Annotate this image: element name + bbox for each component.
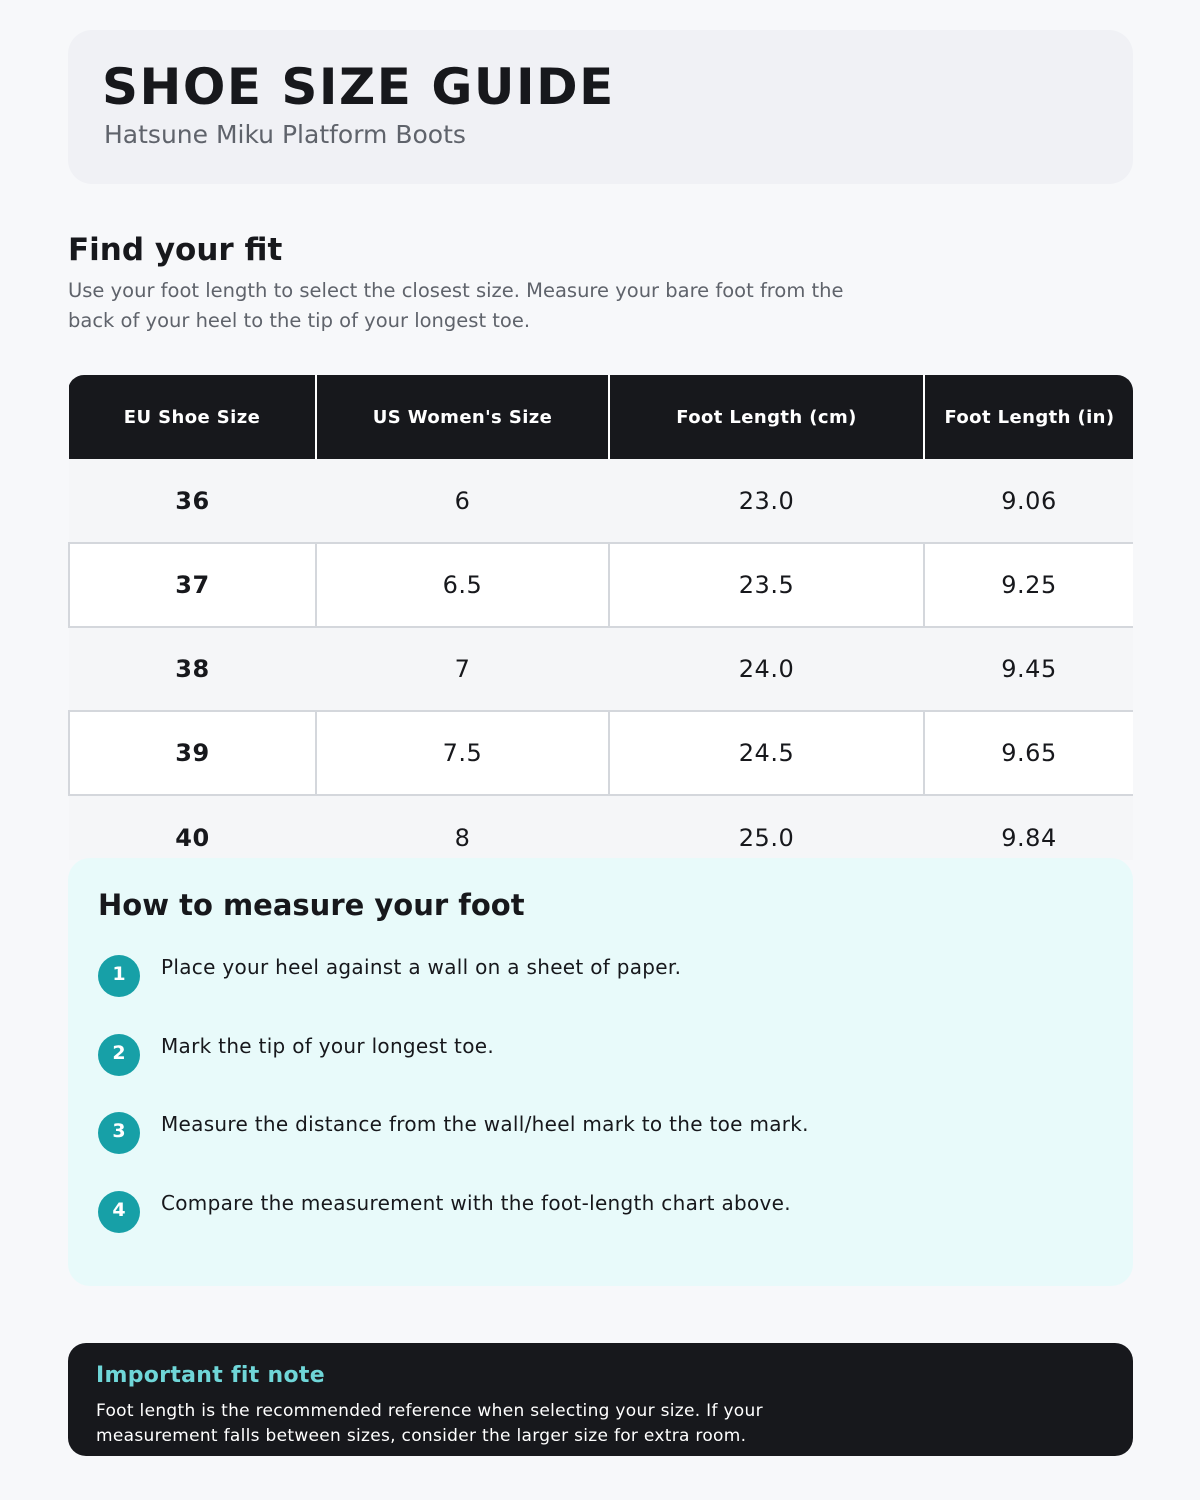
measure-instructions-card (68, 858, 1133, 1286)
measure-step (98, 955, 1098, 999)
eu-size-cell: 37 (69, 543, 316, 627)
column-header-us: US Women's Size (316, 375, 609, 459)
eu-size-cell: 36 (69, 459, 316, 543)
step-text: Place your heel against a wall on a sheet of paper. (161, 955, 682, 979)
us-size-cell: 8 (316, 795, 609, 860)
cm-length-cell: 24.5 (609, 711, 924, 795)
table-row (69, 711, 1133, 795)
table-row (69, 795, 1133, 860)
cm-length-cell: 23.0 (609, 459, 924, 543)
us-size-cell: 7 (316, 627, 609, 711)
measure-step (98, 1191, 1098, 1235)
header-card (68, 30, 1133, 184)
measure-step (98, 1112, 1098, 1156)
note-title: Important fit note (96, 1363, 325, 1388)
product-name: Hatsune Miku Platform Boots (104, 120, 466, 149)
us-size-cell: 6.5 (316, 543, 609, 627)
page-title: SHOE SIZE GUIDE (102, 58, 615, 116)
us-size-cell: 7.5 (316, 711, 609, 795)
step-text: Compare the measurement with the foot-length chart above. (161, 1191, 791, 1215)
fit-note-card (68, 1343, 1133, 1456)
step-number-badge: 2 (98, 1034, 140, 1076)
measure-step (98, 1034, 1098, 1078)
fit-description: Use your foot length to select the closest size. Measure your bare foot from the back of your heel to the tip of your longest toe. (68, 279, 844, 332)
in-length-cell: 9.45 (924, 627, 1133, 711)
column-header-eu: EU Shoe Size (69, 375, 316, 459)
us-size-cell: 6 (316, 459, 609, 543)
cm-length-cell: 24.0 (609, 627, 924, 711)
note-text: Foot length is the recommended reference when selecting your size. If your measurement falls between sizes, consider the larger size for extra room. (96, 1401, 763, 1446)
size-table (68, 375, 1133, 860)
cm-length-cell: 23.5 (609, 543, 924, 627)
size-table-grid (68, 375, 1133, 860)
fit-section-title: Find your fit (68, 232, 283, 268)
table-row (69, 627, 1133, 711)
table-row (69, 459, 1133, 543)
step-text: Measure the distance from the wall/heel mark to the toe mark. (161, 1112, 809, 1136)
in-length-cell: 9.84 (924, 795, 1133, 860)
table-header-row (69, 375, 1133, 459)
step-text: Mark the tip of your longest toe. (161, 1034, 494, 1058)
table-row (69, 543, 1133, 627)
in-length-cell: 9.06 (924, 459, 1133, 543)
step-number-badge: 1 (98, 955, 140, 997)
step-number-badge: 3 (98, 1112, 140, 1154)
step-number-badge: 4 (98, 1191, 140, 1233)
column-header-cm: Foot Length (cm) (609, 375, 924, 459)
eu-size-cell: 38 (69, 627, 316, 711)
eu-size-cell: 39 (69, 711, 316, 795)
cm-length-cell: 25.0 (609, 795, 924, 860)
in-length-cell: 9.25 (924, 543, 1133, 627)
eu-size-cell: 40 (69, 795, 316, 860)
in-length-cell: 9.65 (924, 711, 1133, 795)
measure-section-title: How to measure your foot (98, 888, 525, 922)
column-header-in: Foot Length (in) (924, 375, 1133, 459)
